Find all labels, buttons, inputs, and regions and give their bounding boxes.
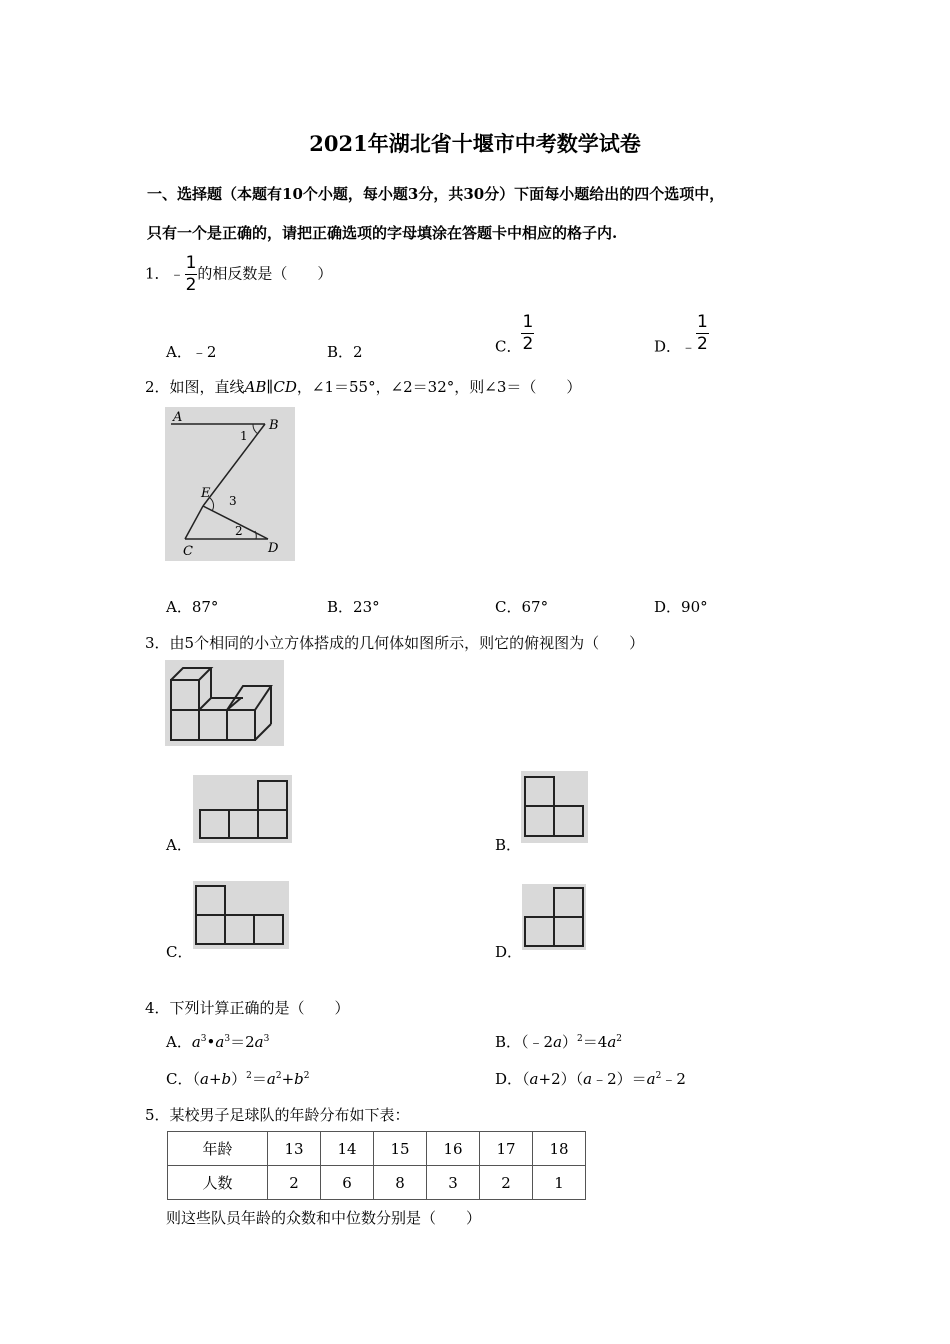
option-c[interactable]: C．67° xyxy=(495,598,549,616)
minus-sign: ﹣ xyxy=(169,264,185,283)
option-b[interactable]: B．2 xyxy=(327,343,363,361)
option-d[interactable]: D．﹣ $\frac{1}{2}$ xyxy=(654,312,708,356)
option-b[interactable]: B．$(﹣2a)^2=4a^2$ xyxy=(495,1033,623,1051)
option-a[interactable]: A．﹣2 xyxy=(166,343,217,361)
option-a[interactable]: A． xyxy=(166,836,192,854)
question-number: 1． xyxy=(145,264,170,283)
option-d[interactable]: D． xyxy=(495,943,523,961)
option-a[interactable]: A．87° xyxy=(166,598,219,616)
svg-text:2: 2 xyxy=(235,524,243,538)
svg-text:B: B xyxy=(269,418,279,433)
question-number: 2． xyxy=(145,378,170,396)
page-title: 2021年湖北省十堰市中考数学试卷 xyxy=(309,131,641,156)
option-c[interactable]: C． $\frac{1}{2}$ xyxy=(495,312,534,356)
question-4: 4．下列计算正确的是（ ） xyxy=(145,999,350,1017)
cube-figure xyxy=(165,660,284,746)
table-row: 人数 2 6 8 3 2 1 xyxy=(168,1166,586,1200)
option-c[interactable]: C．$(a+b)^2=a^2+b^2$ xyxy=(166,1070,310,1088)
option-b-figure[interactable] xyxy=(521,771,588,843)
option-d[interactable]: D．90° xyxy=(654,598,708,616)
question-text: 的相反数是（ ） xyxy=(197,264,333,283)
question-2: 2．如图，直线AB∥CD，∠1＝55°，∠2＝32°，则∠3＝（ ） xyxy=(145,378,582,396)
question-3: 3．由5个相同的小立方体搭成的几何体如图所示，则它的俯视图为（ ） xyxy=(145,634,645,652)
table-row: 年龄 13 14 15 16 17 18 xyxy=(168,1132,586,1166)
svg-text:A: A xyxy=(173,410,183,425)
svg-text:1: 1 xyxy=(240,429,248,443)
question-1 xyxy=(145,255,332,294)
option-d[interactable]: D．$(a+2)(a﹣2)=a^2﹣2$ xyxy=(495,1070,686,1088)
section-instructions-line1: 一、选择题（本题有10个小题，每小题3分，共30分）下面每小题给出的四个选项中， xyxy=(147,185,725,203)
option-a-figure[interactable] xyxy=(193,775,292,843)
svg-text:E: E xyxy=(201,486,211,501)
option-c[interactable]: C． xyxy=(166,943,193,961)
option-b[interactable]: B．23° xyxy=(327,598,380,616)
svg-text:C: C xyxy=(183,544,193,559)
option-a[interactable]: A．$a^3•a^3=2a^3$ xyxy=(166,1033,270,1051)
option-b[interactable]: B． xyxy=(495,836,522,854)
lines-diagram xyxy=(165,407,295,561)
question-5-followup: 则这些队员年龄的众数和中位数分别是（ ） xyxy=(166,1209,482,1227)
option-c-figure[interactable] xyxy=(193,881,289,949)
fraction: $\frac{1}{2}$ xyxy=(185,253,197,295)
section-instructions-line2: 只有一个是正确的，请把正确选项的字母填涂在答题卡中相应的格子内. xyxy=(147,224,618,242)
geometry-figure xyxy=(165,407,295,561)
svg-text:D: D xyxy=(268,541,279,556)
option-d-figure[interactable] xyxy=(522,884,586,950)
svg-text:3: 3 xyxy=(229,494,237,508)
question-5: 5．某校男子足球队的年龄分布如下表： xyxy=(145,1106,410,1124)
age-table xyxy=(167,1131,586,1200)
